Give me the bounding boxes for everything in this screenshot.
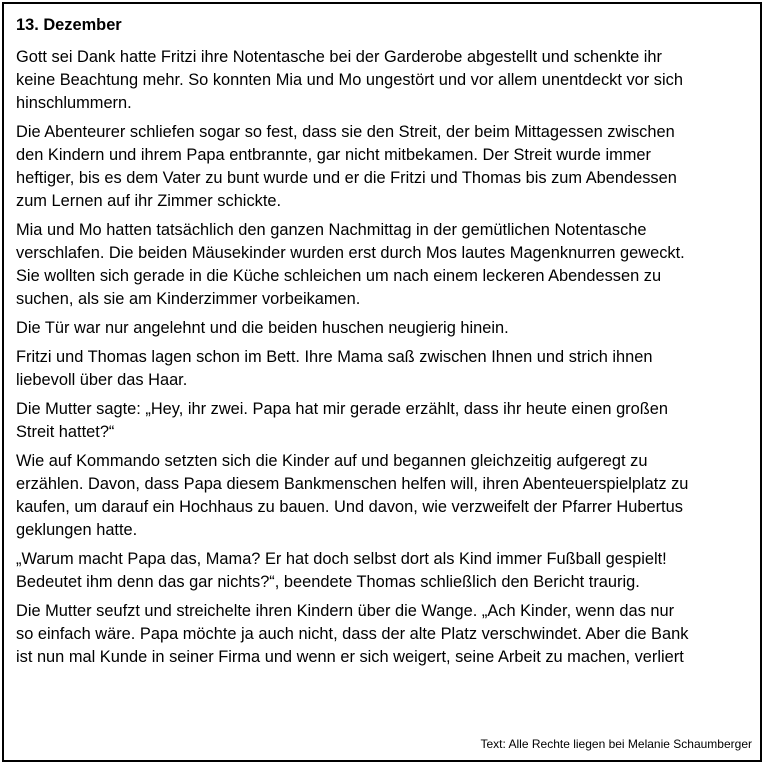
paragraph-line: „Warum macht Papa das, Mama? Er hat doch selbst dort als Kind immer Fußball gespielt! [16,550,667,568]
paragraph [16,317,746,340]
paragraph-line: geklungen hatte. [16,521,138,539]
paragraph-line: so einfach wäre. Papa möchte ja auch nicht, dass der alte Platz verschwindet. Aber die Bank [16,625,689,643]
paragraph-line: Sie wollten sich gerade in die Küche schleichen um nach einem leckeren Abendessen zu [16,267,662,285]
paragraph [16,121,746,213]
paragraph-line: Streit hattet?“ [16,423,115,441]
paragraph [16,219,746,311]
paragraph [16,548,746,594]
paragraph-line: verschlafen. Die beiden Mäusekinder wurden erst durch Mos lautes Magenknurren geweckt. [16,244,685,262]
paragraph-list [16,46,746,669]
paragraph-line: Fritzi und Thomas lagen schon im Bett. Ihre Mama saß zwischen Ihnen und strich ihnen [16,348,653,366]
paragraph-line: Die Mutter seufzt und streichelte ihren Kindern über die Wange. „Ach Kinder, wenn das nur [16,602,675,620]
copyright-credit: Text: Alle Rechte liegen bei Melanie Schaumberger [480,737,752,751]
paragraph-line: Wie auf Kommando setzten sich die Kinder auf und begannen gleichzeitig aufgeregt zu [16,452,648,470]
paragraph-line: Die Tür war nur angelehnt und die beiden huschen neugierig hinein. [16,319,509,337]
paragraph-line: ist nun mal Kunde in seiner Firma und wenn er sich weigert, seine Arbeit zu machen, verliert [16,648,684,666]
paragraph-line: Die Mutter sagte: „Hey, ihr zwei. Papa hat mir gerade erzählt, dass ihr heute einen großen [16,400,668,418]
page-title: 13. Dezember [16,16,122,34]
paragraph-line: Bedeutet ihm denn das gar nichts?“, beendete Thomas schließlich den Bericht traurig. [16,573,640,591]
document-body [16,14,746,675]
paragraph [16,450,746,542]
paragraph [16,398,746,444]
paragraph-line: suchen, als sie am Kinderzimmer vorbeikamen. [16,290,361,308]
paragraph-line: kaufen, um darauf ein Hochhaus zu bauen. Und davon, wie verzweifelt der Pfarrer Hubertus [16,498,683,516]
paragraph-line: Die Abenteurer schliefen sogar so fest, dass sie den Streit, der beim Mittagessen zwischen [16,123,675,141]
paragraph-line: liebevoll über das Haar. [16,371,188,389]
paragraph [16,346,746,392]
paragraph-line: Mia und Mo hatten tatsächlich den ganzen Nachmittag in der gemütlichen Notentasche [16,221,647,239]
paragraph-line: keine Beachtung mehr. So konnten Mia und Mo ungestört und vor allem unentdeckt vor sich [16,71,683,89]
paragraph-line: hinschlummern. [16,94,132,112]
paragraph [16,600,746,669]
paragraph-line: Gott sei Dank hatte Fritzi ihre Notentasche bei der Garderobe abgestellt und schenkte ihr [16,48,662,66]
paragraph-line: den Kindern und ihrem Papa entbrannte, gar nicht mitbekamen. Der Streit wurde immer [16,146,652,164]
paragraph [16,46,746,115]
paragraph-line: zum Lernen auf ihr Zimmer schickte. [16,192,282,210]
paragraph-line: erzählen. Davon, dass Papa diesem Bankmenschen helfen will, ihren Abenteuerspielplatz zu [16,475,689,493]
paragraph-line: heftiger, bis es dem Vater zu bunt wurde und er die Fritzi und Thomas bis zum Abendessen [16,169,677,187]
